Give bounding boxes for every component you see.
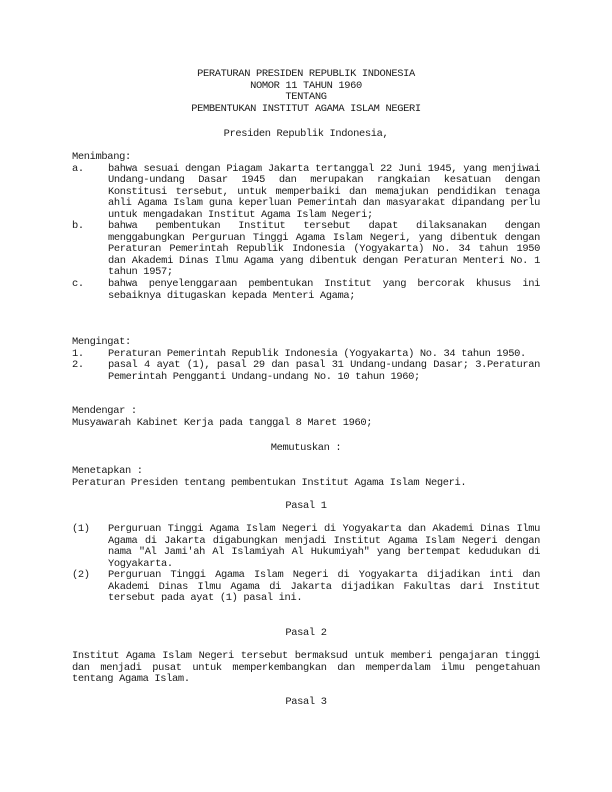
- item-text: Perguruan Tinggi Agama Islam Negeri di Yogyakarta dan Akademi Dinas Ilmu Agama di Jakarta digabungkan menjadi Institut Agama Islam Negeri dengan nama "Al Jami'ah Al Islamiyah Al Hukumiyah" yang bertempat kedudukan di Yogyakarta.: [108, 523, 540, 570]
- menimbang-item-a: [72, 164, 540, 222]
- mengingat-section: [72, 337, 540, 383]
- document-header: [72, 69, 540, 115]
- item-marker: 2.: [72, 359, 84, 372]
- menimbang-section: [72, 152, 540, 302]
- pasal-3-heading: Pasal 3: [285, 696, 327, 708]
- mengingat-item-2: [72, 360, 540, 383]
- menetapkan-text: Peraturan Presiden tentang pembentukan Institut Agama Islam Negeri.: [72, 476, 467, 489]
- pasal-2-text: Institut Agama Islam Negeri tersebut bermaksud untuk memberi pengajaran tinggi dan menjadi pusat untuk memperkembangkan dan memperdalam ilmu pengetahuan tentang Agama Islam.: [72, 650, 540, 686]
- item-text: bahwa pembentukan Institut tersebut dapat dilaksanakan dengan menggabungkan Perguruan Tinggi Agama Islam Negeri, yang dibentuk dengan Peraturan Pemerintah Republik Indonesia (Yogyakarta) No. 34 tahun 1950 dan Akademi Dinas Ilmu Agama yang dibentuk dengan Peraturan Menteri No. 1 tahun 1957;: [108, 220, 540, 279]
- pasal-1-ayat-1: [72, 524, 540, 570]
- issuer-line: Presiden Republik Indonesia,: [223, 128, 389, 140]
- memutuskan-heading: Memutuskan :: [270, 442, 342, 454]
- item-text: bahwa sesuai dengan Piagam Jakarta tertanggal 22 Juni 1945, yang menjiwai Undang-undang Dasar 1945 dan merupakan rangkaian kesatuan dengan Konstitusi tersebut, untuk memperbaiki dan memajukan pendidikan tenaga ahli Agama Islam guna keperluan Pemerintah dan masyarakat dipandang perlu untuk mengadakan Institut Agama Islam Negeri;: [108, 162, 540, 221]
- mendengar-label: Mendengar :: [72, 405, 137, 417]
- pasal-1-body: [72, 524, 540, 605]
- mendengar-text: Musyawarah Kabinet Kerja pada tanggal 8 Maret 1960;: [72, 416, 373, 429]
- menimbang-item-c: [72, 279, 540, 302]
- mendengar-section: [72, 406, 540, 429]
- menimbang-item-b: [72, 221, 540, 279]
- title-line-3: TENTANG: [285, 91, 327, 104]
- menetapkan-section: [72, 466, 540, 489]
- item-text: Perguruan Tinggi Agama Islam Negeri di Yogyakarta dijadikan inti dan Akademi Dinas Ilmu Agama di Jakarta dijadikan Fakultas dari Institut tersebut pada ayat (1) pasal ini.: [108, 569, 540, 605]
- item-marker: (2): [72, 569, 90, 582]
- item-marker: b.: [72, 220, 84, 233]
- item-marker: (1): [72, 523, 90, 535]
- title-line-1: PERATURAN PRESIDEN REPUBLIK INDONESIA: [197, 68, 415, 80]
- item-text: pasal 4 ayat (1), pasal 29 dan pasal 31 Undang-undang Dasar; 3.Peraturan Pemerintah Pengganti Undang-undang No. 10 tahun 1960;: [108, 359, 540, 383]
- menimbang-label: Menimbang:: [72, 151, 131, 163]
- menetapkan-label: Menetapkan :: [72, 465, 143, 477]
- item-marker: c.: [72, 278, 84, 291]
- title-line-2: NOMOR 11 TAHUN 1960: [250, 79, 362, 92]
- pasal-1-ayat-2: [72, 570, 540, 605]
- mengingat-label: Mengingat:: [72, 336, 131, 348]
- item-text: bahwa penyelenggaraan pembentukan Institut yang bercorak khusus ini sebaiknya ditugaskan kepada Menteri Agama;: [108, 278, 540, 302]
- pasal-1-heading: Pasal 1: [285, 500, 327, 512]
- item-marker: a.: [72, 162, 84, 175]
- title-line-4: PEMBENTUKAN INSTITUT AGAMA ISLAM NEGERI: [191, 102, 421, 115]
- pasal-2-heading: Pasal 2: [285, 627, 327, 639]
- item-marker: 1.: [72, 347, 84, 360]
- item-text: Peraturan Pemerintah Republik Indonesia (Yogyakarta) No. 34 tahun 1950.: [108, 347, 526, 360]
